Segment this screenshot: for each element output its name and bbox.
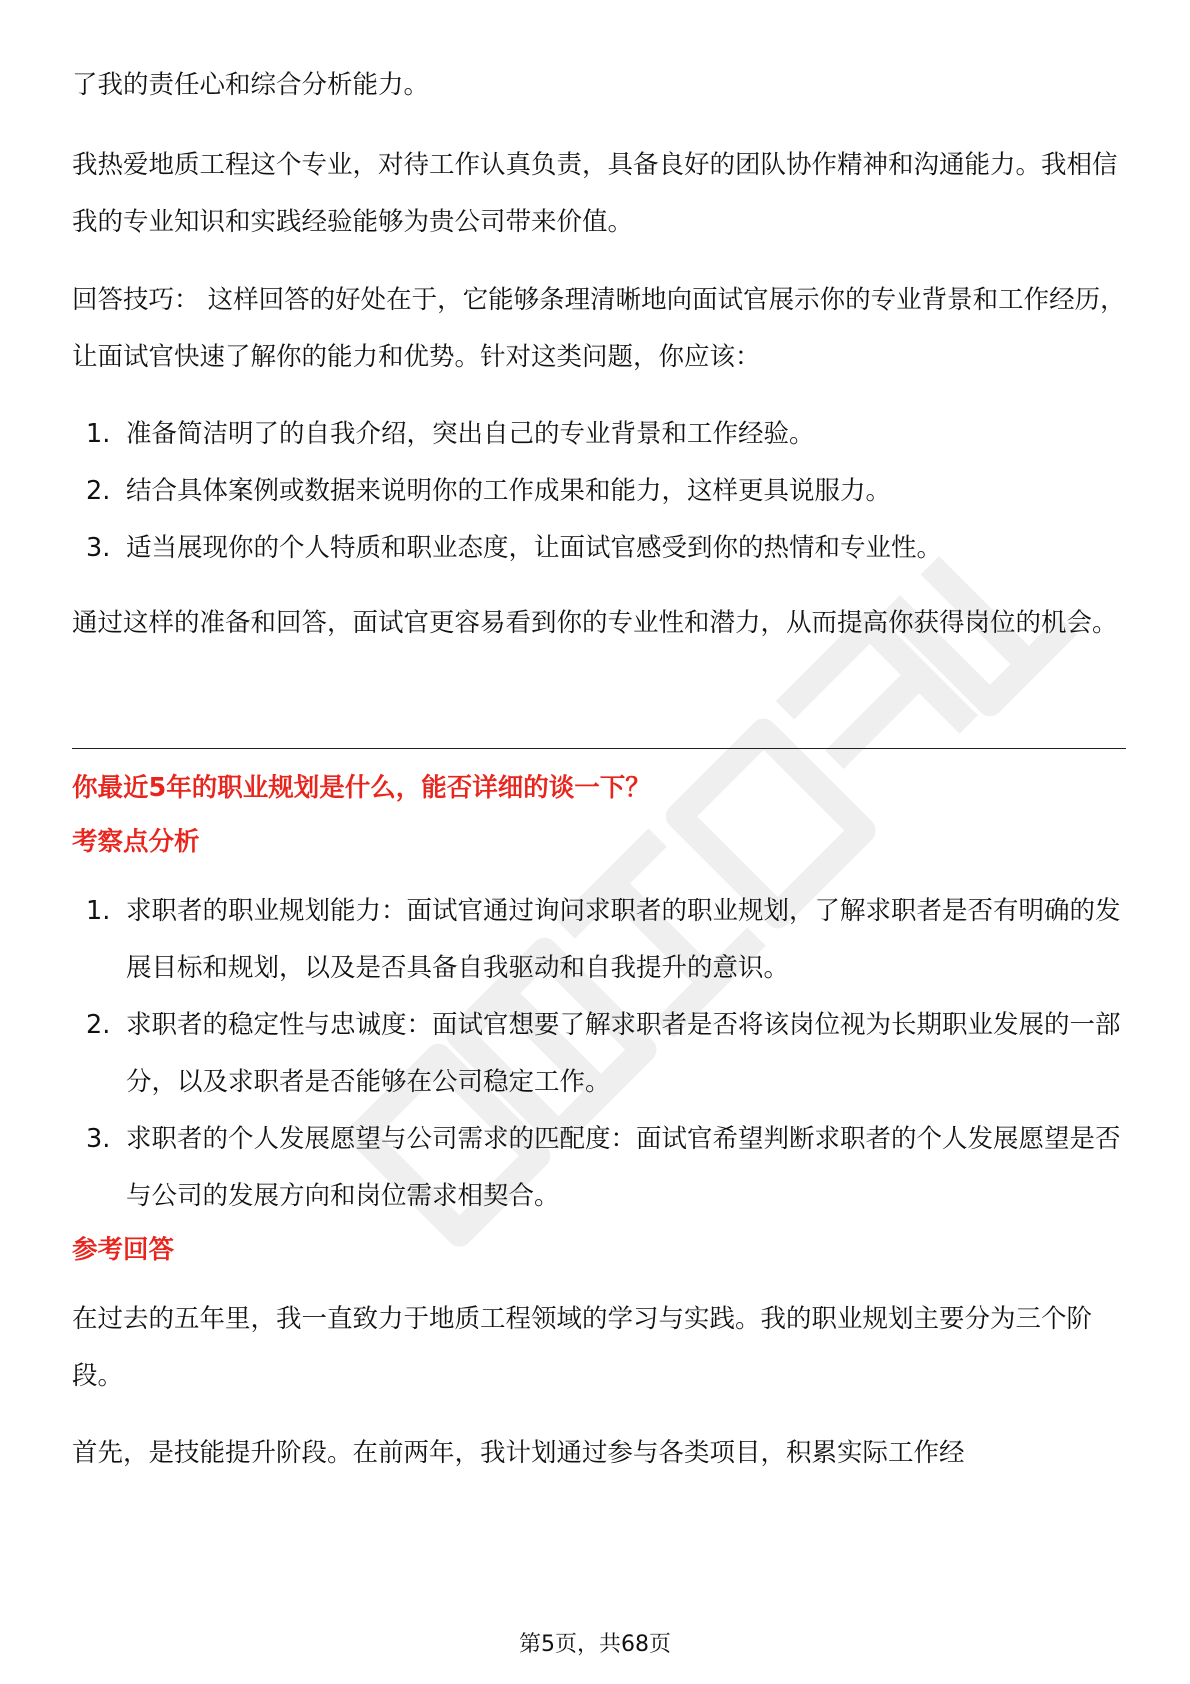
- answer-paragraph-1: 在过去的五年里，我一直致力于地质工程领域的学习与实践。我的职业规划主要分为三个阶段。: [72, 1304, 1093, 1391]
- answer-tips-paragraph: 回答技巧： 这样回答的好处在于，它能够条理清晰地向面试官展示你的专业背景和工作经历，让面试官快速了解你的能力和优势。针对这类问题，你应该：: [72, 285, 1126, 372]
- list-item: 3. 适当展现你的个人特质和职业态度，让面试官感受到你的热情和专业性。: [86, 533, 943, 563]
- list-item: 1. 求职者的职业规划能力：面试官通过询问求职者的职业规划，了解求职者是否有明确的发展目标和规划，以及是否具备自我驱动和自我提升的意识。: [86, 896, 1121, 983]
- reference-answer-heading: 参考回答: [72, 1235, 175, 1265]
- list-item: 2. 求职者的稳定性与忠诚度：面试官想要了解求职者是否将该岗位视为长期职业发展的一部分，以及求职者是否能够在公司稳定工作。: [86, 1010, 1121, 1097]
- list-item: 2. 结合具体案例或数据来说明你的工作成果和能力，这样更具说服力。: [86, 476, 892, 506]
- intro-tail-text: 了我的责任心和综合分析能力。: [72, 70, 430, 100]
- page-number: 第5页，共68页: [519, 1632, 671, 1657]
- analysis-list: [72, 883, 1126, 1225]
- tips-list: [72, 406, 1126, 577]
- list-item: 3. 求职者的个人发展愿望与公司需求的匹配度：面试官希望判断求职者的个人发展愿望是否与公司的发展方向和岗位需求相契合。: [86, 1124, 1121, 1211]
- document-page: [72, 0, 1126, 1684]
- list-item: 1. 准备简洁明了的自我介绍，突出自己的专业背景和工作经验。: [86, 419, 815, 449]
- tips-conclusion-paragraph: 通过这样的准备和回答，面试官更容易看到你的专业性和潜力，从而提高你获得岗位的机会。: [72, 608, 1118, 638]
- paragraph-love-geology: 我热爱地质工程这个专业，对待工作认真负责，具备良好的团队协作精神和沟通能力。我相信我的专业知识和实践经验能够为贵公司带来价值。: [72, 150, 1118, 237]
- section-divider: [72, 748, 1126, 749]
- answer-paragraph-2: 首先，是技能提升阶段。在前两年，我计划通过参与各类项目，积累实际工作经: [72, 1438, 965, 1468]
- question-heading: 你最近5年的职业规划是什么，能否详细的谈一下？: [72, 773, 651, 803]
- analysis-heading: 考察点分析: [72, 827, 200, 857]
